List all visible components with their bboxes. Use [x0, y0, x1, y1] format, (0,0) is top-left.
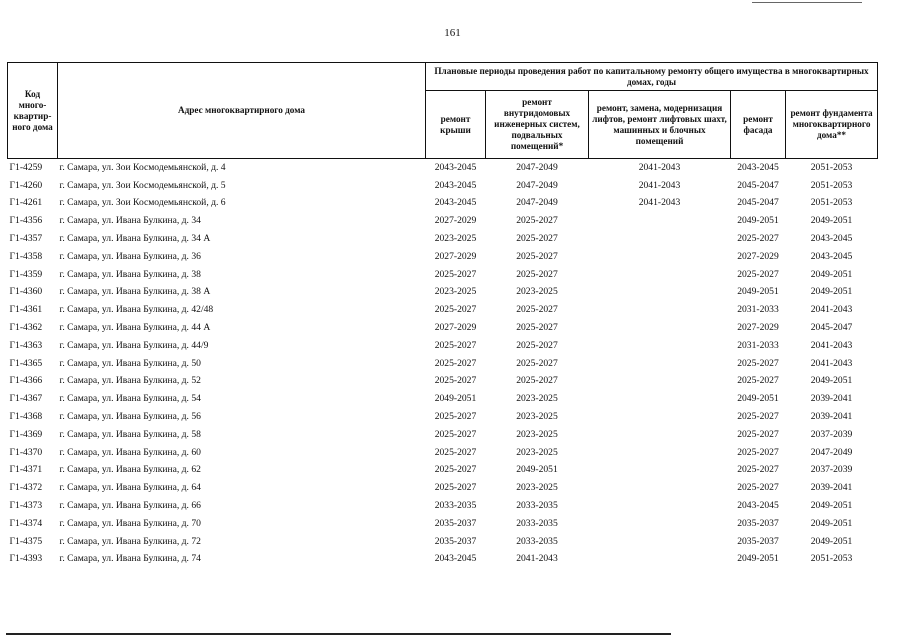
cell-foundation: 2039-2041: [810, 411, 853, 423]
table-row: [8, 195, 878, 213]
table-row: [8, 462, 878, 480]
cell-code: Г1-4356: [9, 215, 43, 227]
cell-facade: 2035-2037: [737, 535, 779, 547]
cell-address: г. Самара, ул. Зои Космодемьянской, д. 4: [59, 161, 226, 173]
cell-address: г. Самара, ул. Ивана Булкина, д. 72: [59, 535, 201, 547]
table-row: [8, 444, 878, 462]
cell-code: Г1-4372: [9, 482, 43, 494]
cell-engineering: 2047-2049: [516, 179, 558, 191]
cell-foundation: 2049-2051: [810, 500, 853, 512]
cell-facade: 2027-2029: [737, 322, 779, 334]
cell-facade: 2025-2027: [737, 268, 779, 280]
cell-foundation: 2043-2045: [810, 250, 853, 262]
cell-engineering: 2033-2035: [516, 517, 558, 529]
table-row: [8, 301, 878, 319]
cell-elevators: [589, 444, 731, 462]
cell-roof: 2043-2045: [434, 197, 477, 209]
cell-foundation: 2049-2051: [810, 268, 853, 280]
cell-engineering: 2025-2027: [516, 357, 558, 369]
cell-elevators: [589, 266, 731, 284]
cell-facade: 2025-2027: [737, 446, 779, 458]
table-row: [8, 159, 878, 177]
table-row: [8, 390, 878, 408]
table-row: [8, 533, 878, 551]
table-row: [8, 337, 878, 355]
cell-roof: 2035-2037: [434, 517, 477, 529]
cell-foundation: 2041-2043: [810, 339, 853, 351]
cell-elevators: 2041-2043: [638, 197, 681, 209]
header-roof: ремонт крыши: [426, 91, 486, 159]
cell-elevators: [589, 515, 731, 533]
cell-address: г. Самара, ул. Зои Космодемьянской, д. 6: [59, 197, 226, 209]
cell-facade: 2025-2027: [737, 411, 779, 423]
cell-elevators: [589, 301, 731, 319]
cell-address: г. Самара, ул. Ивана Булкина, д. 38: [59, 268, 201, 280]
cell-address: г. Самара, ул. Ивана Булкина, д. 52: [59, 375, 201, 387]
cell-code: Г1-4358: [9, 250, 43, 262]
cell-roof: 2027-2029: [434, 215, 477, 227]
table-body: [8, 159, 878, 569]
cell-roof: 2027-2029: [434, 250, 477, 262]
cell-roof: 2043-2045: [434, 161, 477, 173]
cell-address: г. Самара, ул. Ивана Булкина, д. 34: [59, 215, 201, 227]
cell-foundation: 2041-2043: [810, 304, 853, 316]
cell-address: г. Самара, ул. Ивана Булкина, д. 66: [59, 500, 201, 512]
cell-roof: 2025-2027: [434, 268, 477, 280]
cell-code: Г1-4393: [9, 553, 43, 565]
top-rule: [752, 2, 862, 3]
cell-code: Г1-4373: [9, 500, 43, 512]
cell-facade: 2027-2029: [737, 250, 779, 262]
table-row: [8, 266, 878, 284]
table-row: [8, 479, 878, 497]
cell-roof: 2025-2027: [434, 482, 477, 494]
table-row: [8, 426, 878, 444]
cell-address: г. Самара, ул. Ивана Булкина, д. 56: [59, 411, 201, 423]
cell-foundation: 2045-2047: [810, 322, 853, 334]
cell-roof: 2025-2027: [434, 339, 477, 351]
header-periods-title: Плановые периоды проведения работ по капитальному ремонту общего имущества в многоквартирных домах, годы: [426, 63, 878, 91]
header-code: Код много-квартир-ного дома: [8, 63, 58, 159]
cell-engineering: 2025-2027: [516, 304, 558, 316]
cell-elevators: [589, 248, 731, 266]
cell-foundation: 2047-2049: [810, 446, 853, 458]
cell-engineering: 2025-2027: [516, 375, 558, 387]
cell-foundation: 2049-2051: [810, 517, 853, 529]
cell-foundation: 2051-2053: [810, 553, 853, 565]
cell-foundation: 2037-2039: [810, 464, 853, 476]
cell-facade: 2025-2027: [737, 482, 779, 494]
cell-code: Г1-4259: [9, 161, 43, 173]
cell-engineering: 2047-2049: [516, 161, 558, 173]
cell-facade: 2025-2027: [737, 233, 779, 245]
table-row: [8, 355, 878, 373]
cell-engineering: 2025-2027: [516, 268, 558, 280]
table-row: [8, 408, 878, 426]
table-row: [8, 515, 878, 533]
cell-code: Г1-4362: [9, 322, 43, 334]
cell-code: Г1-4367: [9, 393, 43, 405]
cell-foundation: 2037-2039: [810, 428, 853, 440]
cell-elevators: [589, 230, 731, 248]
page-number: 161: [444, 27, 461, 39]
cell-foundation: 2041-2043: [810, 357, 853, 369]
cell-facade: 2043-2045: [737, 161, 779, 173]
cell-elevators: [589, 462, 731, 480]
cell-address: г. Самара, ул. Зои Космодемьянской, д. 5: [59, 179, 226, 191]
cell-roof: 2033-2035: [434, 500, 477, 512]
cell-foundation: 2039-2041: [810, 482, 853, 494]
cell-code: Г1-4375: [9, 535, 43, 547]
cell-code: Г1-4359: [9, 268, 43, 280]
cell-engineering: 2047-2049: [516, 197, 558, 209]
table-row: [8, 177, 878, 195]
cell-address: г. Самара, ул. Ивана Булкина, д. 64: [59, 482, 201, 494]
cell-facade: 2025-2027: [737, 428, 779, 440]
table-row: [8, 319, 878, 337]
cell-roof: 2025-2027: [434, 428, 477, 440]
header-elevators: ремонт, замена, модернизация лифтов, ремонт лифтовых шахт, машинных и блочных помещений: [589, 91, 731, 159]
cell-code: Г1-4363: [9, 339, 43, 351]
bottom-rule: [6, 633, 671, 635]
cell-code: Г1-4370: [9, 446, 43, 458]
cell-code: Г1-4369: [9, 428, 43, 440]
cell-code: Г1-4360: [9, 286, 43, 298]
cell-engineering: 2033-2035: [516, 500, 558, 512]
cell-engineering: 2025-2027: [516, 322, 558, 334]
cell-roof: 2025-2027: [434, 464, 477, 476]
cell-roof: 2023-2025: [434, 286, 477, 298]
cell-address: г. Самара, ул. Ивана Булкина, д. 54: [59, 393, 201, 405]
header-address: Адрес многоквартирного дома: [58, 63, 426, 159]
cell-foundation: 2051-2053: [810, 161, 853, 173]
cell-elevators: [589, 497, 731, 515]
cell-address: г. Самара, ул. Ивана Булкина, д. 38 А: [59, 286, 211, 298]
cell-elevators: [589, 355, 731, 373]
table-row: [8, 373, 878, 391]
cell-foundation: 2049-2051: [810, 215, 853, 227]
cell-address: г. Самара, ул. Ивана Булкина, д. 42/48: [59, 304, 214, 316]
cell-code: Г1-4374: [9, 517, 43, 529]
cell-engineering: 2025-2027: [516, 215, 558, 227]
cell-roof: 2027-2029: [434, 322, 477, 334]
header-facade: ремонт фасада: [731, 91, 786, 159]
cell-elevators: [589, 408, 731, 426]
cell-engineering: 2049-2051: [516, 464, 558, 476]
cell-engineering: 2025-2027: [516, 339, 558, 351]
cell-roof: 2025-2027: [434, 411, 477, 423]
cell-facade: 2049-2051: [737, 553, 779, 565]
cell-roof: 2025-2027: [434, 357, 477, 369]
table-header: [8, 63, 878, 159]
cell-facade: 2031-2033: [737, 339, 779, 351]
cell-engineering: 2025-2027: [516, 233, 558, 245]
cell-roof: 2025-2027: [434, 446, 477, 458]
cell-address: г. Самара, ул. Ивана Булкина, д. 44/9: [59, 339, 209, 351]
cell-address: г. Самара, ул. Ивана Булкина, д. 60: [59, 446, 201, 458]
cell-roof: 2043-2045: [434, 553, 477, 565]
table-row: [8, 212, 878, 230]
cell-foundation: 2051-2053: [810, 197, 853, 209]
cell-code: Г1-4357: [9, 233, 43, 245]
cell-elevators: [589, 337, 731, 355]
cell-engineering: 2023-2025: [516, 393, 558, 405]
cell-engineering: 2023-2025: [516, 411, 558, 423]
cell-address: г. Самара, ул. Ивана Булкина, д. 62: [59, 464, 201, 476]
cell-facade: 2045-2047: [737, 179, 779, 191]
cell-code: Г1-4361: [9, 304, 43, 316]
cell-address: г. Самара, ул. Ивана Булкина, д. 34 А: [59, 233, 211, 245]
cell-address: г. Самара, ул. Ивана Булкина, д. 44 А: [59, 322, 211, 334]
table-row: [8, 497, 878, 515]
cell-foundation: 2039-2041: [810, 393, 853, 405]
table-row: [8, 551, 878, 569]
cell-engineering: 2041-2043: [516, 553, 558, 565]
cell-elevators: [589, 284, 731, 302]
cell-roof: 2025-2027: [434, 375, 477, 387]
table-row: [8, 248, 878, 266]
cell-roof: 2023-2025: [434, 233, 477, 245]
cell-engineering: 2025-2027: [516, 250, 558, 262]
table-row: [8, 284, 878, 302]
cell-facade: 2049-2051: [737, 215, 779, 227]
cell-facade: 2025-2027: [737, 357, 779, 369]
cell-elevators: [589, 426, 731, 444]
cell-foundation: 2049-2051: [810, 286, 853, 298]
cell-facade: 2049-2051: [737, 393, 779, 405]
cell-roof: 2049-2051: [434, 393, 477, 405]
cell-foundation: 2049-2051: [810, 375, 853, 387]
cell-address: г. Самара, ул. Ивана Булкина, д. 74: [59, 553, 201, 565]
cell-engineering: 2023-2025: [516, 446, 558, 458]
cell-elevators: 2041-2043: [638, 179, 681, 191]
cell-elevators: 2041-2043: [638, 161, 681, 173]
header-engineering: ремонт внутридомовых инженерных систем, подвальных помещений*: [486, 91, 589, 159]
cell-address: г. Самара, ул. Ивана Булкина, д. 70: [59, 517, 201, 529]
cell-elevators: [589, 533, 731, 551]
cell-facade: 2031-2033: [737, 304, 779, 316]
cell-foundation: 2051-2053: [810, 179, 853, 191]
cell-elevators: [589, 212, 731, 230]
cell-facade: 2025-2027: [737, 464, 779, 476]
cell-roof: 2043-2045: [434, 179, 477, 191]
cell-code: Г1-4366: [9, 375, 43, 387]
cell-engineering: 2033-2035: [516, 535, 558, 547]
cell-facade: 2049-2051: [737, 286, 779, 298]
table-row: [8, 230, 878, 248]
cell-foundation: 2043-2045: [810, 233, 853, 245]
cell-engineering: 2023-2025: [516, 482, 558, 494]
cell-facade: 2045-2047: [737, 197, 779, 209]
cell-address: г. Самара, ул. Ивана Булкина, д. 36: [59, 250, 201, 262]
cell-foundation: 2049-2051: [810, 535, 853, 547]
header-foundation: ремонт фундамента многоквартирного дома**: [786, 91, 878, 159]
cell-engineering: 2023-2025: [516, 286, 558, 298]
cell-roof: 2025-2027: [434, 304, 477, 316]
cell-elevators: [589, 319, 731, 337]
cell-address: г. Самара, ул. Ивана Булкина, д. 50: [59, 357, 201, 369]
cell-facade: 2043-2045: [737, 500, 779, 512]
cell-facade: 2035-2037: [737, 517, 779, 529]
cell-elevators: [589, 390, 731, 408]
cell-engineering: 2023-2025: [516, 428, 558, 440]
cell-address: г. Самара, ул. Ивана Булкина, д. 58: [59, 428, 201, 440]
cell-elevators: [589, 551, 731, 569]
cell-code: Г1-4261: [9, 197, 43, 209]
cell-code: Г1-4365: [9, 357, 43, 369]
cell-roof: 2035-2037: [434, 535, 477, 547]
repair-schedule-table: [7, 62, 878, 568]
cell-code: Г1-4368: [9, 411, 43, 423]
cell-facade: 2025-2027: [737, 375, 779, 387]
cell-elevators: [589, 373, 731, 391]
cell-code: Г1-4371: [9, 464, 43, 476]
cell-code: Г1-4260: [9, 179, 43, 191]
cell-elevators: [589, 479, 731, 497]
